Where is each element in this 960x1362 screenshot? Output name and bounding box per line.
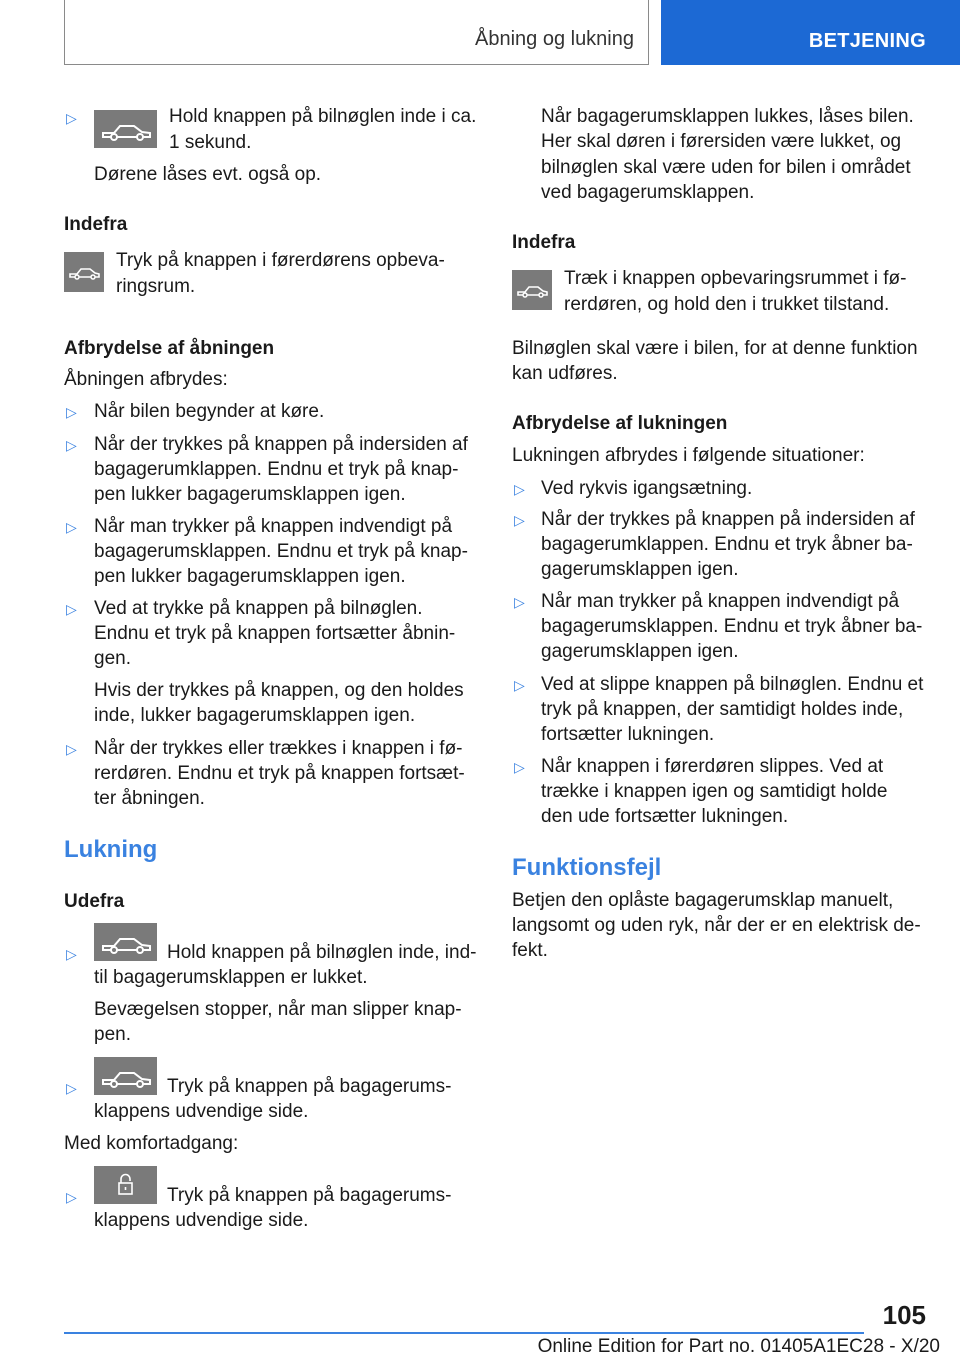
edition-note: Online Edition for Part no. 01405A1EC28 - X/20 xyxy=(537,1336,940,1357)
bullet-icon: ▷ xyxy=(66,946,77,962)
text-line: ringsrum. xyxy=(116,276,196,297)
bullet-icon: ▷ xyxy=(66,519,77,535)
bullet-icon: ▷ xyxy=(66,404,77,420)
text-line: klappens udvendige side. xyxy=(94,1101,309,1122)
bullet-icon: ▷ xyxy=(66,1080,77,1096)
bullet-icon: ▷ xyxy=(514,512,525,528)
list-item: Ved at trykke på knappen på bilnøglen. xyxy=(94,598,423,619)
text-line: trække i knappen igen og samtidigt holde xyxy=(541,781,888,802)
header-chapter-box xyxy=(64,0,649,65)
text-line: bagagerumklappen. Endnu et tryk på knap- xyxy=(94,459,459,480)
bullet-icon: ▷ xyxy=(66,1189,77,1205)
section-tab[interactable] xyxy=(661,0,960,65)
text-line: Hold knappen på bilnøglen inde i ca. xyxy=(169,106,477,127)
list-item: Tryk på knappen på bagagerums- xyxy=(167,1076,452,1097)
text-line: gen. xyxy=(94,648,131,669)
page-number: 105 xyxy=(882,1300,926,1330)
bullet-icon: ▷ xyxy=(514,481,525,497)
text-line: Åbningen afbrydes: xyxy=(64,369,228,390)
text-line: rerdøren. Endnu et tryk på knappen fortsæt- xyxy=(94,763,465,784)
subheading-indefra: Indefra xyxy=(64,214,128,235)
text-line: Når bagagerumsklappen lukkes, låses bilen. xyxy=(541,106,914,127)
section-heading-funktionsfejl: Funktionsfejl xyxy=(512,854,662,881)
car-icon xyxy=(94,923,157,961)
subheading-afbrydelse: Afbrydelse af åbningen xyxy=(64,338,275,359)
text-line: pen lukker bagagerumsklappen igen. xyxy=(94,566,406,587)
text-line: bilnøglen skal være uden for bilen i området xyxy=(541,157,911,178)
list-item: Når man trykker på knappen indvendigt på xyxy=(541,591,900,612)
text-line: fekt. xyxy=(512,940,548,961)
text-line: Træk i knappen opbevaringsrummet i fø- xyxy=(564,268,907,289)
list-item: Tryk på knappen på bagagerums- xyxy=(167,1185,452,1206)
text-line: Tryk på knappen i førerdørens opbeva- xyxy=(116,250,445,271)
list-item: Når bilen begynder at køre. xyxy=(94,401,325,422)
text-line: fortsætter lukningen. xyxy=(541,724,715,745)
text-line: Lukningen afbrydes i følgende situationer: xyxy=(512,445,865,466)
text-line: Dørene låses evt. også op. xyxy=(94,164,322,185)
text-line: 1 sekund. xyxy=(169,132,252,153)
text-line: langsomt og uden ryk, når der er en elektrisk de- xyxy=(512,915,921,936)
text-line: Betjen den oplåste bagagerumsklap manuelt, xyxy=(512,890,894,911)
car-icon xyxy=(512,270,552,310)
text-line: Hvis der trykkes på knappen, og den holdes xyxy=(94,680,464,701)
text-line: den ude fortsætter lukningen. xyxy=(541,806,789,827)
list-item: Når der trykkes eller trækkes i knappen i fø- xyxy=(94,738,463,759)
list-item: Når der trykkes på knappen på indersiden af xyxy=(94,434,468,455)
text-line: tryk på knappen, der samtidigt holdes inde, xyxy=(541,699,904,720)
chapter-title: Åbning og lukning xyxy=(474,28,634,50)
bullet-icon: ▷ xyxy=(514,677,525,693)
text-line: kan udføres. xyxy=(512,363,618,384)
bullet-icon: ▷ xyxy=(66,601,77,617)
list-item: Ved at slippe knappen på bilnøglen. Endnu et xyxy=(541,674,924,695)
bullet-icon: ▷ xyxy=(66,110,77,126)
text-line: pen. xyxy=(94,1024,131,1045)
text-line: bagagerumklappen. Endnu et tryk åbner ba- xyxy=(541,534,913,555)
subheading-udefra: Udefra xyxy=(64,891,125,912)
text-line: bagagerumsklappen. Endnu et tryk på knap- xyxy=(94,541,468,562)
text-line: gagerumsklappen igen. xyxy=(541,559,739,580)
text-line: Med komfortadgang: xyxy=(64,1133,239,1154)
bullet-icon: ▷ xyxy=(514,594,525,610)
subheading-indefra: Indefra xyxy=(512,232,576,253)
text-line: pen lukker bagagerumsklappen igen. xyxy=(94,484,406,505)
footer-divider xyxy=(64,1332,864,1334)
list-item: Når knappen i førerdøren slippes. Ved at xyxy=(541,756,884,777)
text-line: Her skal døren i førersiden være lukket, og xyxy=(541,131,902,152)
list-item: Når der trykkes på knappen på indersiden af xyxy=(541,509,915,530)
bullet-icon: ▷ xyxy=(66,437,77,453)
section-heading-lukning: Lukning xyxy=(64,836,158,863)
text-line: ved bagagerumsklappen. xyxy=(541,182,755,203)
lock-icon xyxy=(94,1166,157,1204)
car-icon xyxy=(64,252,104,292)
car-icon xyxy=(94,1057,157,1095)
text-line: Endnu et tryk på knappen fortsætter åbnin- xyxy=(94,623,456,644)
list-item: Når man trykker på knappen indvendigt på xyxy=(94,516,453,537)
text-line: klappens udvendige side. xyxy=(94,1210,309,1231)
text-line: inde, lukker bagagerumsklappen igen. xyxy=(94,705,416,726)
text-line: Bevægelsen stopper, når man slipper knap- xyxy=(94,999,462,1020)
bullet-icon: ▷ xyxy=(514,759,525,775)
bullet-icon: ▷ xyxy=(66,741,77,757)
list-item: Hold knappen på bilnøglen inde, ind- xyxy=(167,942,477,963)
text-line: rerdøren, og hold den i trukket tilstand. xyxy=(564,294,890,315)
text-line: gagerumsklappen igen. xyxy=(541,641,739,662)
subheading-afbrydelse-lukning: Afbrydelse af lukningen xyxy=(512,413,728,434)
text-line: ter åbningen. xyxy=(94,788,205,809)
text-line: til bagagerumsklappen er lukket. xyxy=(94,967,368,988)
list-item: Ved rykvis igangsætning. xyxy=(541,478,753,499)
text-line: Bilnøglen skal være i bilen, for at denne funktion xyxy=(512,338,918,359)
text-line: bagagerumsklappen. Endnu et tryk åbner ba- xyxy=(541,616,923,637)
section-tab-label: BETJENING xyxy=(808,30,926,52)
car-icon xyxy=(94,110,157,148)
